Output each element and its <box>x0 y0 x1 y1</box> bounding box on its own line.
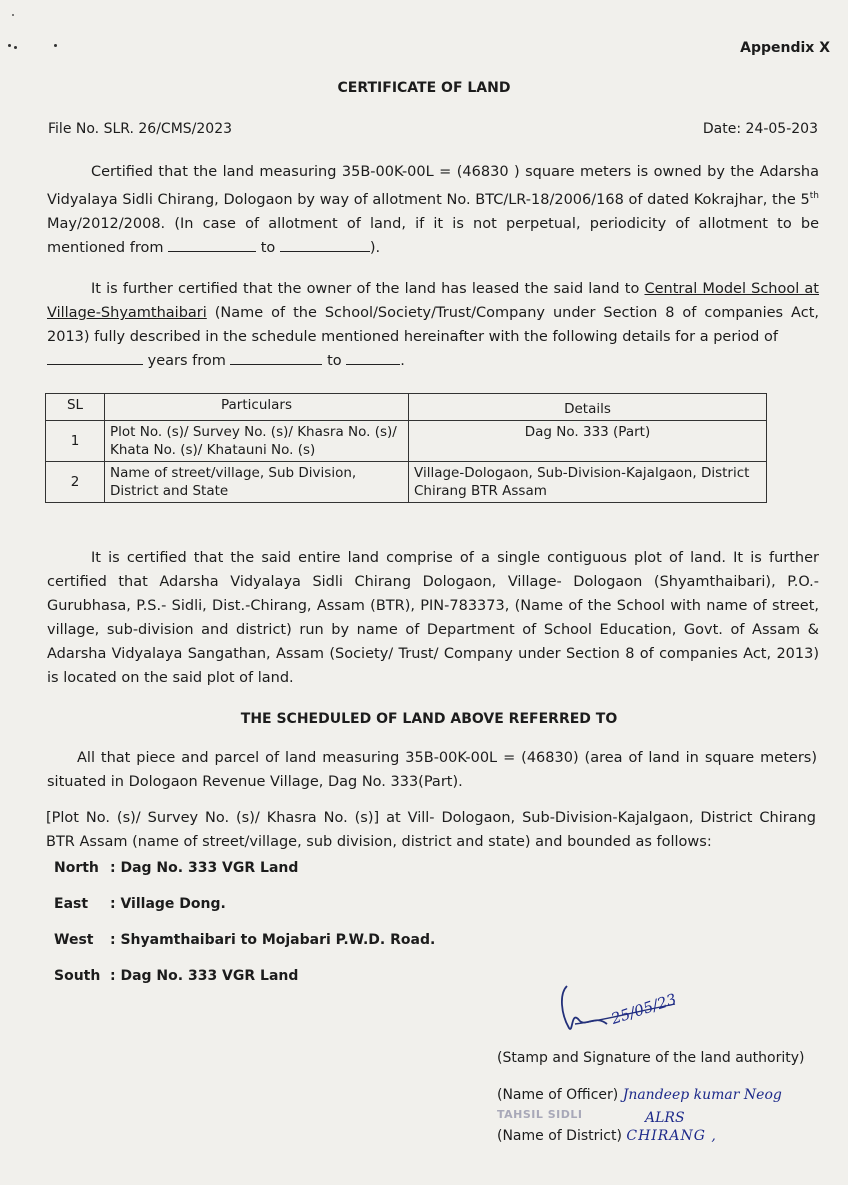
boundary-direction: East <box>54 896 89 912</box>
certificate-date: Date: 24-05-203 <box>702 121 818 137</box>
schedule-paragraph <box>47 746 817 794</box>
allotment-text-cont: May/2012/2008. (In case of allotment of land, if it is not perpetual, periodicity of allotment to be mentioned from <box>47 215 819 256</box>
ordinal-suffix: th <box>809 191 819 201</box>
to-blank <box>280 237 370 252</box>
boundary-east <box>54 896 435 932</box>
scan-dot <box>14 46 17 49</box>
certificate-title: CERTIFICATE OF LAND <box>337 80 511 96</box>
lease-text: It is further certified that the owner of the land has leased the said land to <box>91 281 645 297</box>
to-word: to <box>260 239 276 256</box>
district-label: (Name of District) <box>497 1128 622 1144</box>
years-from-label: years from <box>147 353 226 369</box>
row-particulars: Plot No. (s)/ Survey No. (s)/ Khasra No. (s)/ Khata No. (s)/ Khatauni No. (s) <box>105 421 409 462</box>
appendix-label: Appendix X <box>740 40 830 56</box>
to-word-2: to <box>327 353 342 369</box>
from-blank <box>168 237 256 252</box>
boundary-north <box>54 860 435 896</box>
years-to-blank <box>346 350 400 365</box>
file-number: File No. SLR. 26/CMS/2023 <box>48 121 233 137</box>
schedule-text: All that piece and parcel of land measuring 35B-00K-00L = (46830) (area of land in square meters) situated in Dologaon Revenue Village, Dag No. 333(Part). <box>47 750 817 790</box>
school-name: Central Model School at Village-Shyamthaibari <box>47 281 819 321</box>
table-row <box>46 421 767 462</box>
boundary-value: : Shyamthaibari to Mojabari P.W.D. Road. <box>110 932 436 948</box>
row-details: Village-Dologaon, Sub-Division-Kajalgaon, District Chirang BTR Assam <box>409 462 767 503</box>
lease-text-cont: (Name of the School/Society/Trust/Company under Section 8 of companies Act, 2013) fully described in the schedule mentioned hereinafter with the following details for a period of <box>47 305 819 345</box>
officer-name: Jnandeep kumar Neog <box>622 1087 782 1103</box>
signature-date: 25/05/23 <box>608 990 679 1028</box>
col-particulars: Particulars <box>105 394 409 421</box>
boundary-value: : Village Dong. <box>110 896 226 912</box>
table-row <box>46 462 767 503</box>
row-details: Dag No. 333 (Part) <box>409 421 767 462</box>
officer-line <box>497 1087 782 1103</box>
plot-bounds-text: [Plot No. (s)/ Survey No. (s)/ Khasra No. (s)] at Vill- Dologaon, Sub-Division-Kajalgaon, District Chirang BTR Assam (name of street/village, sub division, district and state) and bounded as follows: <box>46 810 816 850</box>
plot-bounds-paragraph <box>46 806 816 854</box>
boundary-value: : Dag No. 333 VGR Land <box>110 968 299 984</box>
scan-dot <box>54 44 57 47</box>
row-sl: 1 <box>46 421 105 462</box>
tahsil-stamp: TAHSIL SIDLI <box>497 1108 583 1121</box>
boundaries-list <box>54 860 435 1004</box>
scan-dot <box>8 44 11 47</box>
lease-paragraph: It is further certified that the owner of the land has leased the said land to Central Model School at Village-Shyamthaibari (Name of the School/Society/Trust/Company under Section 8 of companies Act, 2013) fully described in the schedule mentioned hereinafter with the following details for a period of years from to . <box>47 281 819 369</box>
contiguous-plot-text: It is certified that the said entire land comprise of a single contiguous plot of land. It is further certified that Adarsha Vidyalaya Sidli Chirang Dologaon, Village- Dologaon (Shyamthaibari), P.O.-Gurubhasa, P.S.- Sidli, Dist.-Chirang, Assam (BTR), PIN-783373, (Name of the School with name of street, village, sub-division and district) run by name of Department of School Education, Govt. of Assam & Adarsha Vidyalaya Sangathan, Assam (Society/ Trust/ Company under Section 8 of companies Act, 2013) is located on the said plot of land. <box>47 550 819 686</box>
boundary-direction: North <box>54 860 99 876</box>
contiguous-plot-paragraph <box>47 546 819 690</box>
scan-dot <box>12 14 14 16</box>
land-details-table <box>45 393 767 503</box>
district-name: CHIRANG , <box>626 1128 717 1144</box>
boundary-direction: South <box>54 968 101 984</box>
paren-close: ). <box>369 239 381 256</box>
boundary-value: : Dag No. 333 VGR Land <box>110 860 299 876</box>
col-details: Details <box>409 394 767 421</box>
boundary-west <box>54 932 435 968</box>
schedule-title: THE SCHEDULED OF LAND ABOVE REFERRED TO <box>240 711 618 727</box>
district-line <box>497 1128 717 1144</box>
stamp-signature-label: (Stamp and Signature of the land authority) <box>497 1050 805 1066</box>
allotment-paragraph <box>47 160 819 260</box>
boundary-south <box>54 968 435 1004</box>
officer-label: (Name of Officer) <box>497 1087 619 1103</box>
row-particulars: Name of street/village, Sub Division, District and State <box>105 462 409 503</box>
allotment-text: Certified that the land measuring 35B-00K-00L = (46830 ) square meters is owned by the Adarsha Vidyalaya Sidli Chirang, Dologaon by way of allotment No. BTC/LR-18/2006/168 of dated Kokrajhar, the 5 <box>47 164 819 208</box>
table-header-row <box>46 394 767 421</box>
years-from-blank <box>230 350 322 365</box>
officer-designation: ALRS <box>645 1110 685 1126</box>
years-blank <box>47 350 143 365</box>
boundary-direction: West <box>54 932 94 948</box>
col-sl: SL <box>46 394 105 421</box>
row-sl: 2 <box>46 462 105 503</box>
